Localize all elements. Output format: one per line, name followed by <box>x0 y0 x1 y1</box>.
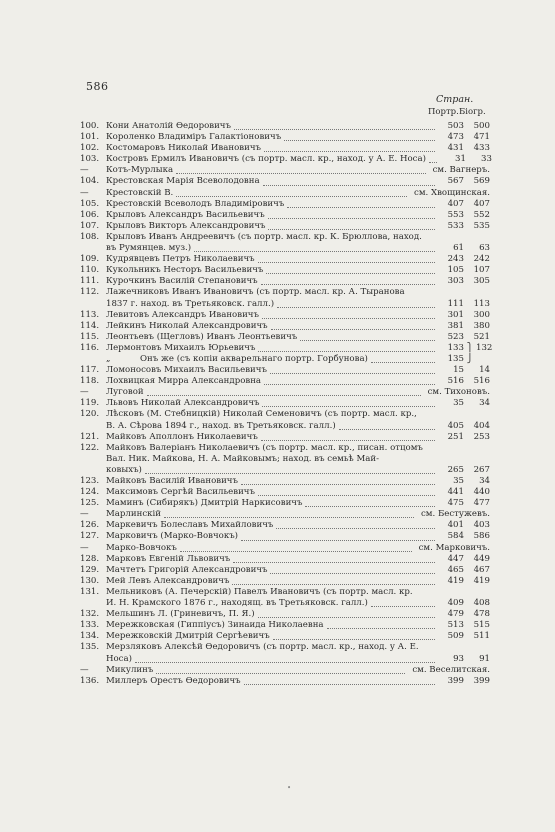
leader-dots <box>273 639 435 640</box>
entry-number: 107. <box>80 220 100 231</box>
leader-dots <box>429 162 437 163</box>
index-row <box>80 609 490 620</box>
index-row <box>80 432 490 443</box>
index-row <box>80 498 490 509</box>
entry-number: 116. <box>80 342 100 353</box>
leader-dots <box>300 340 435 341</box>
cross-reference: см. Марковичъ. <box>418 542 490 553</box>
entry-text: Максимовъ Сергѣй Васильевичъ <box>106 487 255 498</box>
portrait-page: 409 <box>447 598 464 609</box>
portrait-page: 441 <box>447 487 464 498</box>
index-row <box>80 332 490 343</box>
entry-text: ковыхъ) <box>106 464 142 475</box>
entry-text: Котъ-Мурлыка <box>106 165 174 176</box>
entry-number: 101. <box>80 132 100 143</box>
index-row <box>80 243 490 254</box>
entry-number: 106. <box>80 209 100 220</box>
entry-number: 130. <box>80 575 100 586</box>
entry-text: Крестовская Марія Всеволодовна <box>106 176 260 187</box>
leader-dots <box>371 606 435 607</box>
portrait-page: 93 <box>453 653 464 664</box>
entry-text: Марлинскій <box>106 509 161 520</box>
entry-text: Онъ же (съ копіи акварельнаго портр. Горбунова) <box>140 353 368 364</box>
entry-text: Крыловъ Викторъ Александровичъ <box>106 220 266 231</box>
portrait-page: 407 <box>447 198 464 209</box>
biography-page: 515 <box>473 620 490 631</box>
leader-dots <box>147 395 421 396</box>
leader-dots <box>233 562 435 563</box>
header-biogr: Біогр. <box>459 107 486 117</box>
portrait-page: 399 <box>447 675 464 686</box>
portrait-page: 465 <box>447 564 464 575</box>
entry-number: 133. <box>80 620 100 631</box>
index-row <box>80 642 490 653</box>
entry-text: Марковъ Евгеній Львовичъ <box>106 553 231 564</box>
biography-page: 63 <box>479 243 490 254</box>
index-row <box>80 620 490 631</box>
leader-dots <box>264 384 435 385</box>
entry-number: 110. <box>80 265 100 276</box>
biography-page: 586 <box>473 531 490 542</box>
entry-text: Лѣсковъ (М. Стебницкій) Николай Семеновичъ (съ портр. масл. кр., <box>106 409 417 420</box>
portrait-page: 35 <box>453 476 464 486</box>
index-row <box>80 565 490 576</box>
biography-page: 552 <box>473 209 490 220</box>
biography-page: 403 <box>473 520 490 531</box>
biography-page: 253 <box>473 431 490 442</box>
portrait-page: 381 <box>447 320 464 331</box>
leader-dots <box>261 440 435 441</box>
index-row <box>80 376 490 387</box>
leader-dots <box>284 140 435 141</box>
entry-number: 126. <box>80 520 100 531</box>
entry-text: Майковъ Василій Ивановичъ <box>106 476 238 486</box>
biography-page: 521 <box>473 331 490 342</box>
portrait-page: 523 <box>447 331 464 342</box>
entry-number: 119. <box>80 398 100 409</box>
portrait-page: 447 <box>447 553 464 564</box>
biography-page: 467 <box>473 564 490 575</box>
leader-dots <box>258 495 435 496</box>
biography-page: 478 <box>473 609 490 620</box>
portrait-page: 301 <box>447 309 464 320</box>
entry-text: Короленко Владиміръ Галактіоновичъ <box>106 132 282 143</box>
entry-number: — <box>80 165 89 176</box>
portrait-page: 503 <box>447 121 464 131</box>
leader-dots <box>156 673 405 674</box>
index-row <box>80 154 490 165</box>
index-row <box>80 631 490 642</box>
portrait-page: 419 <box>447 575 464 586</box>
entry-number: 105. <box>80 198 100 209</box>
entry-number: — <box>80 664 89 675</box>
portrait-page: 61 <box>453 243 464 254</box>
entry-number: 112. <box>80 287 100 298</box>
biography-page: 14 <box>479 365 490 376</box>
leader-dots <box>232 584 435 585</box>
index-row <box>80 409 490 420</box>
index-row <box>80 654 490 665</box>
index-row <box>80 310 490 321</box>
leader-dots <box>268 229 435 230</box>
biography-page: 399 <box>473 675 490 686</box>
entry-text: Мей Левъ Александровичъ <box>106 575 230 586</box>
entry-text: Маркевичъ Болеславъ Михайловичъ <box>106 520 274 531</box>
leader-dots <box>261 284 435 285</box>
brace-mark: ⎫ <box>466 342 474 353</box>
entry-text: Левитовъ Александръ Ивановичъ <box>106 309 259 320</box>
entry-number: 124. <box>80 487 100 498</box>
index-row <box>80 509 490 520</box>
entry-text: Курочкинъ Василій Степановичъ <box>106 276 258 287</box>
portrait-page: 553 <box>447 209 464 220</box>
entry-number: 135. <box>80 642 100 653</box>
entry-text: Носа) <box>106 653 132 664</box>
biography-page: 242 <box>473 254 490 265</box>
leader-dots <box>263 185 435 186</box>
portrait-page: 516 <box>447 376 464 387</box>
leader-dots <box>145 473 435 474</box>
portrait-page: 105 <box>447 265 464 276</box>
entry-number: 125. <box>80 498 100 509</box>
biography-page: 34 <box>479 476 490 486</box>
portrait-page: 509 <box>447 631 464 642</box>
entry-text: Марковичъ (Марко-Вовчокъ) <box>106 531 239 542</box>
entry-number: 132. <box>80 609 100 620</box>
biography-page: 407 <box>473 198 490 209</box>
index-row <box>80 398 490 409</box>
index-row <box>80 232 490 243</box>
leader-dots <box>270 573 435 574</box>
entry-number: — <box>80 387 89 398</box>
index-row <box>80 443 490 454</box>
biography-page: 535 <box>473 220 490 231</box>
entry-number: 115. <box>80 331 100 342</box>
entry-text: Ломоносовъ Михаилъ Васильевичъ <box>106 365 267 376</box>
entry-text: Мережковская (Гиппіусъ) Зинаида Николаевна <box>106 620 324 631</box>
portrait-page: 243 <box>447 254 464 265</box>
entry-number: „ <box>106 353 111 364</box>
leader-dots <box>262 318 435 319</box>
leader-dots <box>268 218 435 219</box>
entry-number: 136. <box>80 675 100 686</box>
entry-number: 127. <box>80 531 100 542</box>
index-row <box>80 132 490 143</box>
portrait-page: 303 <box>447 276 464 287</box>
index-row <box>80 121 490 132</box>
biography-page: 449 <box>473 553 490 564</box>
leader-dots <box>164 517 414 518</box>
entry-number: 122. <box>80 442 100 453</box>
biography-page: 516 <box>473 376 490 387</box>
index-row <box>80 165 490 176</box>
entry-text: Мерзляковъ Алексѣй Ѳедоровичъ (съ портр. масл. кр., наход. у А. Е. <box>106 642 419 653</box>
index-row <box>80 287 490 298</box>
biography-page: 107 <box>473 265 490 276</box>
portrait-page: 135 <box>447 353 464 364</box>
index-row <box>80 188 490 199</box>
entry-text: Мачтетъ Григорій Александровичъ <box>106 564 268 575</box>
biography-page: 34 <box>479 398 490 409</box>
biography-page: 440 <box>473 487 490 498</box>
leader-dots <box>176 173 425 174</box>
leader-dots <box>258 262 435 263</box>
leader-dots <box>271 329 435 330</box>
biography-page: 132 <box>476 342 493 353</box>
entry-number: 118. <box>80 376 100 387</box>
cross-reference: см. Вагнеръ. <box>432 165 490 176</box>
entry-text: Лохвицкая Мирра Александровна <box>106 376 262 387</box>
portrait-page: 431 <box>447 143 464 154</box>
portrait-page: 475 <box>447 498 464 509</box>
index-row <box>80 199 490 210</box>
leader-dots <box>180 551 412 552</box>
biography-page: 305 <box>473 276 490 287</box>
entry-number: 120. <box>80 409 100 420</box>
entry-number: 104. <box>80 176 100 187</box>
cross-reference: см. Веселитская. <box>412 664 490 675</box>
biography-page: 300 <box>473 309 490 320</box>
entry-text: Львовъ Николай Александровичъ <box>106 398 260 409</box>
biography-page: 113 <box>473 298 490 309</box>
leader-dots <box>276 528 435 529</box>
index-row <box>80 210 490 221</box>
index-row <box>80 465 490 476</box>
entry-text: 1837 г. наход. въ Третьяковск. галл.) <box>106 298 275 309</box>
entry-text: Костровъ Ермилъ Ивановичъ (съ портр. масл. кр., наход. у А. Е. Носа) <box>106 154 426 165</box>
entry-number: 129. <box>80 564 100 575</box>
header-portr: Портр. <box>428 107 459 117</box>
portrait-page: 251 <box>447 431 464 442</box>
index-row <box>80 554 490 565</box>
index-row <box>80 254 490 265</box>
leader-dots <box>270 373 435 374</box>
entry-text: Кукольникъ Несторъ Васильевичъ <box>106 265 264 276</box>
portrait-page: 479 <box>447 609 464 620</box>
index-row <box>80 587 490 598</box>
index-row <box>80 598 490 609</box>
index-row <box>80 321 490 332</box>
portrait-page: 111 <box>447 298 464 309</box>
leader-dots <box>277 307 435 308</box>
index-row <box>80 476 490 487</box>
entry-number: — <box>80 542 89 553</box>
portrait-page: 513 <box>447 620 464 631</box>
index-row <box>80 543 490 554</box>
entry-text: И. Н. Крамского 1876 г., находящ. въ Третьяковск. галл.) <box>106 598 368 609</box>
index-row <box>80 342 493 354</box>
entry-number: 109. <box>80 254 100 265</box>
entry-text: Марко-Вовчокъ <box>106 542 177 553</box>
entry-text: Кудрявцевъ Петръ Николаевичъ <box>106 254 255 265</box>
biography-page: 500 <box>473 121 490 131</box>
index-row <box>80 665 490 676</box>
cross-reference: см. Хвощинская. <box>414 187 490 198</box>
leader-dots <box>327 628 435 629</box>
index-row <box>80 276 490 287</box>
entry-number: 134. <box>80 631 100 642</box>
leader-dots <box>241 484 435 485</box>
portrait-page: 133 <box>447 342 464 353</box>
biography-page: 511 <box>473 631 490 642</box>
leader-dots <box>176 196 407 197</box>
entry-text: Крыловъ Александръ Васильевичъ <box>106 209 265 220</box>
header-pages: Стран. <box>436 94 474 105</box>
leader-dots <box>244 684 435 685</box>
biography-page: 433 <box>473 143 490 154</box>
entry-number: 111. <box>80 276 100 287</box>
entry-number: 113. <box>80 309 100 320</box>
entry-text: Лажечниковъ Иванъ Ивановичъ (съ портр. масл. кр. А. Тыранова <box>106 287 405 298</box>
portrait-page: 405 <box>447 420 464 431</box>
entry-number: 128. <box>80 553 100 564</box>
entry-text: Крестовскій Всеволодъ Владиміровичъ <box>106 198 285 209</box>
leader-dots <box>264 151 435 152</box>
index-row <box>80 487 490 498</box>
leader-dots <box>339 429 435 430</box>
entry-text: Мельшинъ Л. (Гриневичъ, П. Я.) <box>106 609 255 620</box>
biography-page: 569 <box>473 176 490 187</box>
entry-text: Крыловъ Иванъ Андреевичъ (съ портр. масл. кр. К. Брюллова, наход. <box>106 231 422 242</box>
biography-page: 408 <box>473 598 490 609</box>
entry-text: Леонтьевъ (Щегловъ) Иванъ Леонтьевичъ <box>106 331 298 342</box>
leader-dots <box>266 273 435 274</box>
cross-reference: см. Тихоновъ. <box>427 387 490 398</box>
biography-page: 477 <box>473 498 490 509</box>
index-row <box>80 454 490 465</box>
footer-mark: • <box>287 784 292 792</box>
entry-number: 100. <box>80 121 100 131</box>
leader-dots <box>371 362 435 363</box>
portrait-page: 584 <box>447 531 464 542</box>
entry-number: — <box>80 509 89 520</box>
leader-dots <box>258 351 435 352</box>
portrait-page: 265 <box>447 464 464 475</box>
entry-text: Кони Анатолій Ѳедоровичъ <box>106 121 231 131</box>
entry-number: 131. <box>80 586 100 597</box>
entry-text: Лермонтовъ Михаилъ Юрьевичъ <box>106 342 256 353</box>
entry-text: Крестовскій В. <box>106 187 174 198</box>
biography-page: 380 <box>473 320 490 331</box>
entry-text: Мельниковъ (А. Печерскій) Павелъ Ивановичъ (съ портр. масл. кр. <box>106 586 413 597</box>
leader-dots <box>258 617 435 618</box>
entry-text: Костомаровъ Николай Ивановичъ <box>106 143 261 154</box>
biography-page: 33 <box>481 154 492 165</box>
biography-page: 91 <box>479 653 490 664</box>
index-row <box>80 531 490 542</box>
entry-text: Микулинъ <box>106 664 154 675</box>
entry-text: Майковъ Аполлонъ Николаевичъ <box>106 431 258 442</box>
header-columns <box>428 107 486 117</box>
entry-text: въ Румянцев. муз.) <box>106 243 192 254</box>
leader-dots <box>234 129 435 130</box>
index-row <box>80 143 490 154</box>
index-row <box>80 520 490 531</box>
leader-dots <box>287 207 435 208</box>
index-row <box>80 354 490 365</box>
portrait-page: 533 <box>447 220 464 231</box>
entry-number: 103. <box>80 154 100 165</box>
leader-dots <box>135 662 435 663</box>
entry-text: Маминъ (Сибирякъ) Дмитрій Наркисовичъ <box>106 498 303 509</box>
entry-number: 114. <box>80 320 100 331</box>
portrait-page: 401 <box>447 520 464 531</box>
index-row <box>80 421 490 432</box>
leader-dots <box>241 540 435 541</box>
biography-page: 404 <box>473 420 490 431</box>
portrait-page: 567 <box>447 176 464 187</box>
entry-text: Вал. Ник. Майкова, Н. А. Майковымъ; наход. въ семьѣ Май- <box>106 453 380 464</box>
leader-dots <box>262 406 435 407</box>
biography-page: 419 <box>473 575 490 586</box>
entry-number: 117. <box>80 365 100 376</box>
entry-text: Луговой <box>106 387 144 398</box>
index-row <box>80 176 490 187</box>
index-row <box>80 365 490 376</box>
page-number: 586 <box>86 80 109 93</box>
portrait-page: 31 <box>455 154 466 165</box>
entry-number: 102. <box>80 143 100 154</box>
cross-reference: см. Бестужевъ. <box>420 509 490 520</box>
biography-page: 267 <box>473 464 490 475</box>
index-row <box>80 299 490 310</box>
entry-text: В. А. Сѣрова 1894 г., наход. въ Третьяковск. галл.) <box>106 420 336 431</box>
entry-number: 121. <box>80 431 100 442</box>
portrait-page: 15 <box>453 365 464 376</box>
index-row <box>80 576 490 587</box>
index-row <box>80 265 490 276</box>
leader-dots <box>305 506 435 507</box>
entry-number: 123. <box>80 476 100 486</box>
leader-dots <box>194 251 435 252</box>
entry-text: Лейкинъ Николай Александровичъ <box>106 320 268 331</box>
biography-page: 471 <box>473 132 490 143</box>
portrait-page: 473 <box>447 132 464 143</box>
index-row <box>80 387 490 398</box>
entry-text: Миллеръ Орестъ Ѳедоровичъ <box>106 675 241 686</box>
index-row <box>80 221 490 232</box>
entry-text: Майковъ Валеріанъ Николаевичъ (съ портр. масл. кр., писан. отцомъ <box>106 442 423 453</box>
entry-number: 108. <box>80 231 100 242</box>
entry-number: — <box>80 187 89 198</box>
index-list <box>80 121 493 687</box>
index-row <box>80 676 490 687</box>
portrait-page: 35 <box>453 398 464 409</box>
brace-mark: ⎭ <box>466 353 474 364</box>
entry-text: Мережковскій Дмитрій Сергѣевичъ <box>106 631 270 642</box>
